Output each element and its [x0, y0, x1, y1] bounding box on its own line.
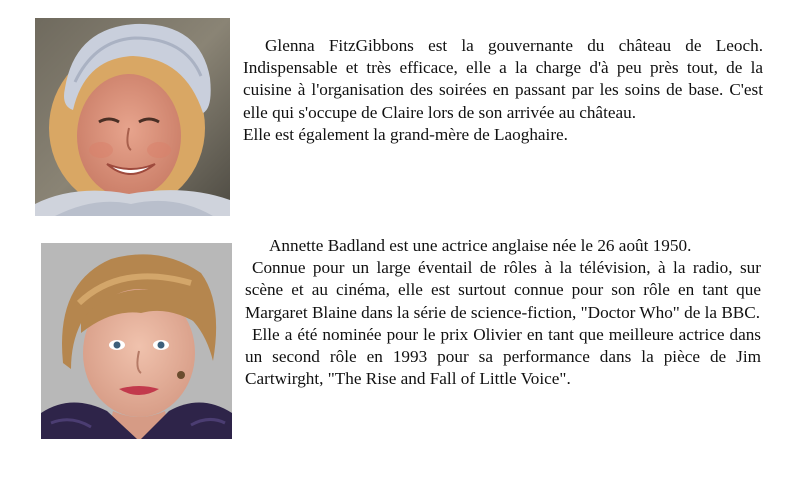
bio-paragraph: Glenna FitzGibbons est la gouvernante du château de Leoch. Indispensable et très efficace, elle a la charge d'à peu près tout, de la cuisine à l'organisation des soirées en passant par les soins de base. C'est elle qui s'occupe de Claire lors de son arrivée au château. — [243, 36, 763, 122]
bio-paragraph: Annette Badland est une actrice anglaise née le 26 août 1950. — [269, 236, 692, 255]
character-bio — [243, 35, 763, 146]
actor-entry — [0, 230, 800, 479]
bio-paragraph: Elle a été nominée pour le prix Olivier en tant que meilleure actrice dans un second rôle en 1993 pour sa performance dans la pièce de Jim Cartwirght, "The Rise and Fall of Little Voice". — [245, 324, 761, 389]
bio-paragraph: Connue pour un large éventail de rôles à la télévision, à la radio, sur scène et au cinéma, elle est surtout connue pour son rôle en tant que Margaret Blaine dans la série de science-fiction, "Doctor Who" de la BBC. — [245, 258, 761, 322]
woman-portrait-icon — [41, 243, 232, 439]
woman-in-bonnet-portrait-icon — [35, 18, 230, 216]
character-entry — [0, 0, 800, 230]
bio-paragraph: Elle est également la grand-mère de Laoghaire. — [243, 124, 568, 144]
actor-bio — [245, 235, 761, 390]
